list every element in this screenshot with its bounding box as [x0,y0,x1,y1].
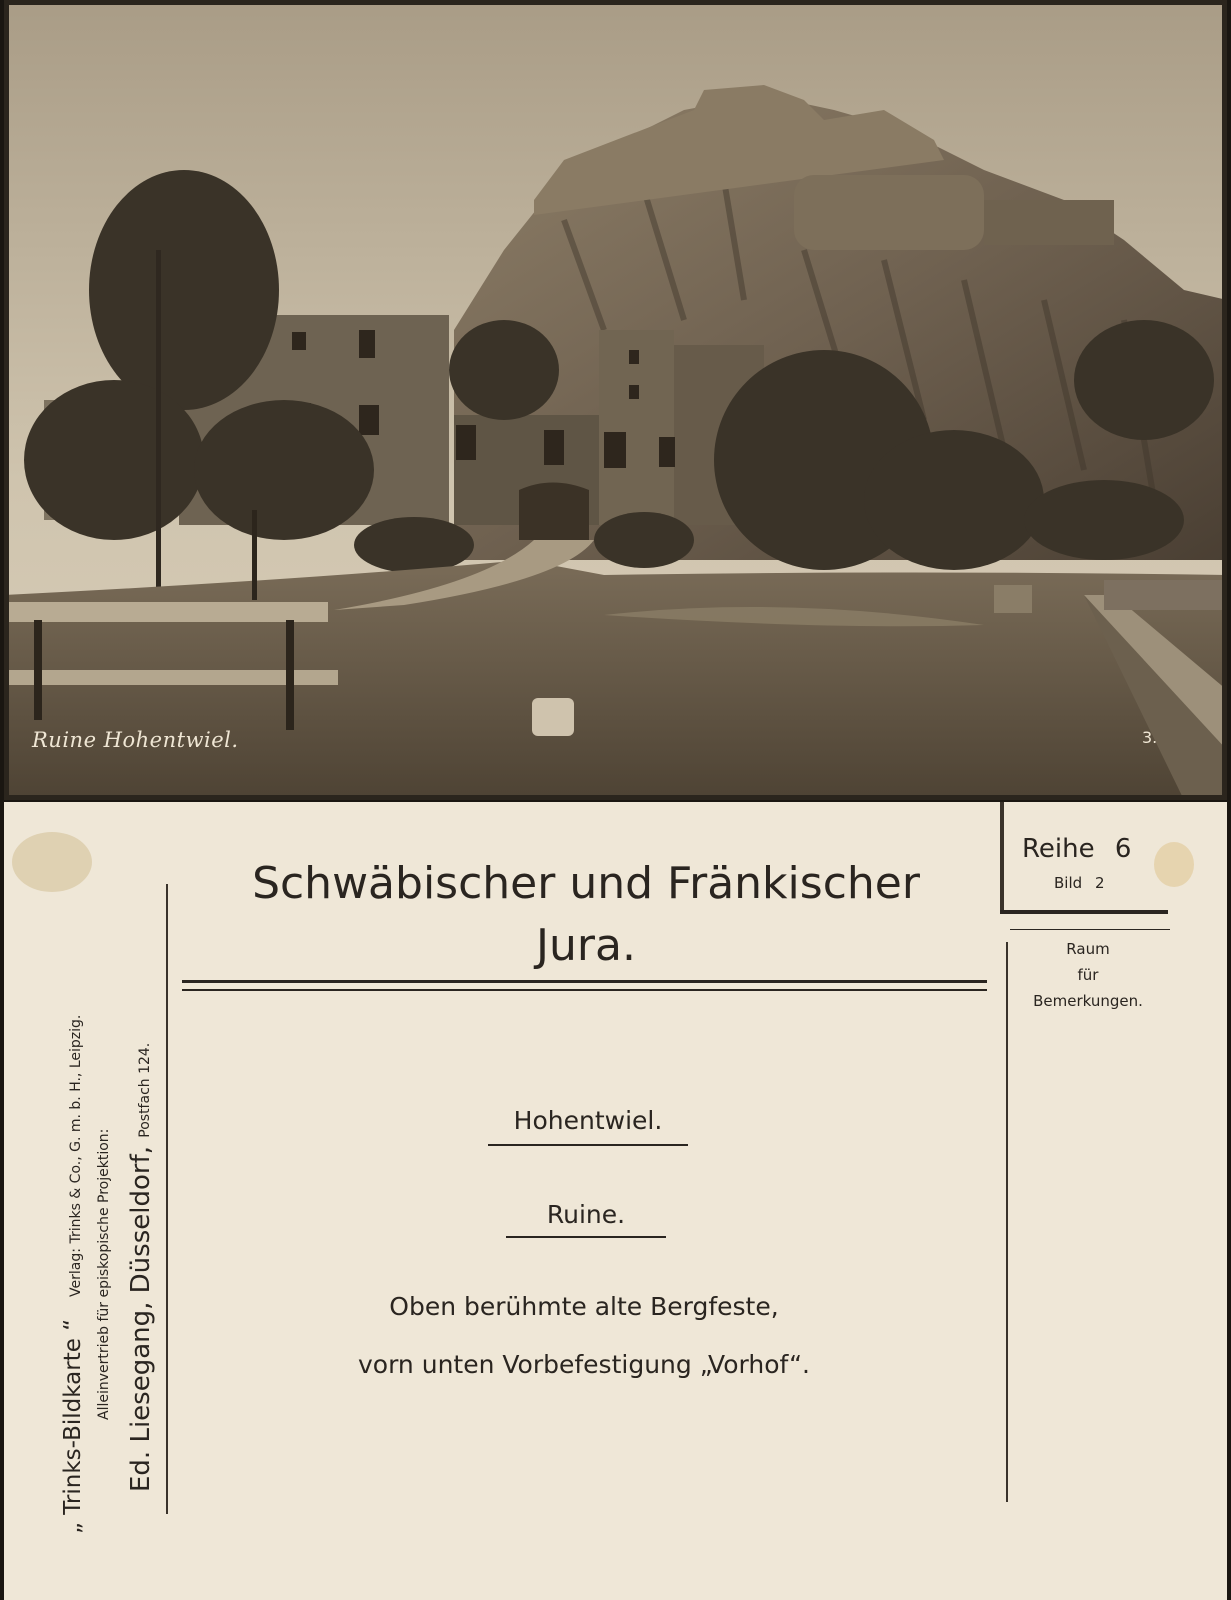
bild-label: Bild [1054,874,1083,892]
postcard-photo-side [4,0,1227,800]
title-rule-top [182,980,987,983]
remarks-area [1008,936,1168,1014]
left-vertical-divider [166,884,168,1514]
place-name: Hohentwiel. [513,1106,663,1135]
publisher-text: Verlag: Trinks & Co., G. m. b. H., Leipzig. [68,1014,84,1297]
place-name-underline [488,1144,688,1146]
brand-name: „ Trinks-Bildkarte “ [60,1318,86,1534]
picture-label [1054,874,1104,892]
distribution-text: Alleinvertrieb für episkopische Projektion: [96,1128,112,1420]
series-box-bottom-border [1000,910,1168,914]
remarks-line-2: für [1077,966,1099,984]
stain-mark [12,832,92,892]
title-line-2: Jura. [536,920,636,971]
right-vertical-divider [1006,942,1008,1502]
postcard-back-side [4,802,1227,1600]
stain-mark [1154,842,1194,887]
side-text-distributor-line [126,1043,156,1492]
description-line-2: vorn unten Vorbefestigung „Vorhof“. [358,1350,810,1379]
reihe-label: Reihe [1022,834,1095,864]
side-text-brand-line [60,1015,86,1534]
remarks-line-3: Bemerkungen. [1033,992,1143,1010]
description-line-1: Oben berühmte alte Bergfeste, [389,1292,779,1321]
reihe-number: 6 [1114,834,1132,864]
bild-number: 2 [1094,874,1105,892]
castle-ruin-photo [4,0,1227,800]
series-box-left-border [1000,802,1004,914]
distributor-name: Ed. Liesegang, Düsseldorf, [126,1146,156,1492]
remarks-line-1: Raum [1066,940,1110,958]
title-rule-bottom [182,989,987,991]
subject-underline [506,1236,666,1238]
postbox-text: Postfach 124. [137,1042,153,1138]
photo-caption: Ruine Hohentwiel. [32,728,239,752]
title-line-1: Schwäbischer und Fränkischer [252,858,920,909]
series-label [1022,834,1131,864]
remarks-rule [1010,929,1170,930]
subject-name: Ruine. [546,1200,626,1229]
photo-number: 3. [1142,728,1158,747]
